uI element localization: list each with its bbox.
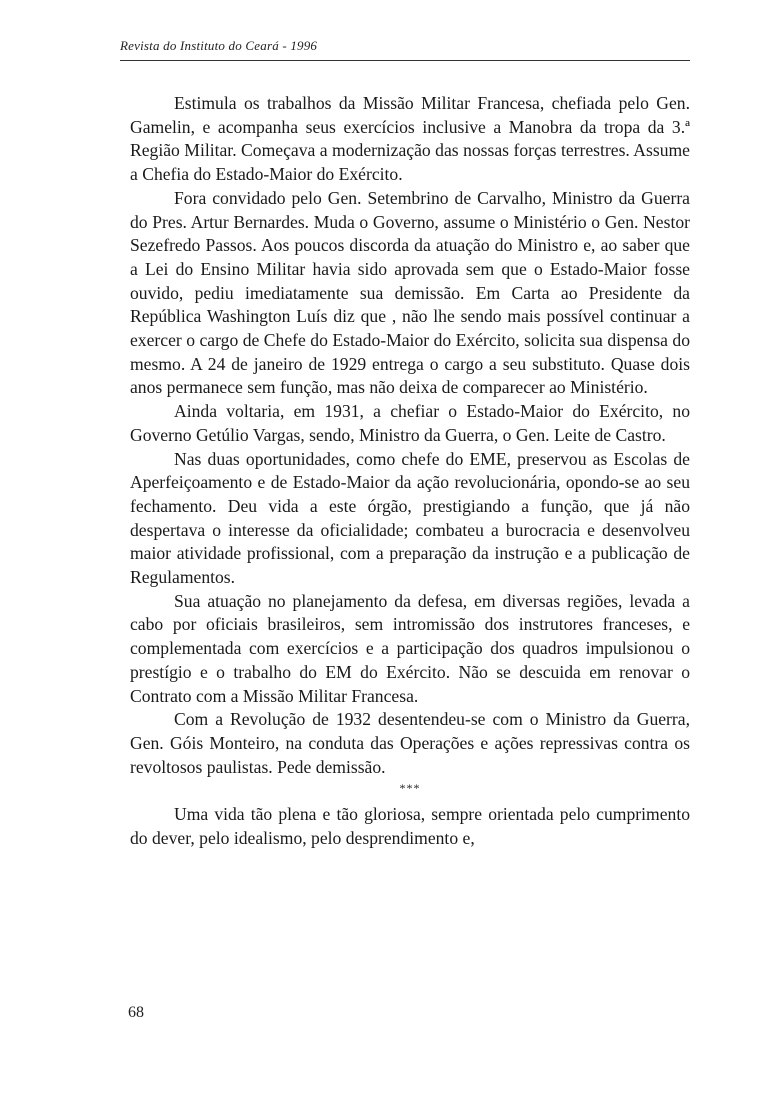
- paragraph: Ainda voltaria, em 1931, a chefiar o Estado-Maior do Exército, no Governo Getúlio Vargas, sendo, Ministro da Guerra, o Gen. Leite de Castro.: [130, 401, 690, 445]
- closing-paragraph: Uma vida tão plena e tão gloriosa, sempre orientada pelo cumprimento do dever, pelo idealismo, pelo desprendimento e,: [130, 804, 690, 849]
- section-separator: ***: [399, 781, 421, 796]
- paragraph: Fora convidado pelo Gen. Setembrino de Carvalho, Ministro da Guerra do Pres. Artur Bernardes. Muda o Governo, assume o Ministério o Gen. Nestor Sezefredo Passos. Aos poucos discorda da atuação do Ministro e, ao saber que a Lei do Ensino Militar havia sido aprovada sem que o Estado-Maior fosse ouvido, pediu imediatamente sua demissão. Em Carta ao Presidente da República Washington Luís diz que , não lhe sendo mais possível continuar a exercer o cargo de Chefe do Estado-Maior do Exército, solicita sua dispensa do mesmo. A 24 de janeiro de 1929 entrega o cargo a seu substituto. Quase dois anos permanece sem função, mas não deixa de comparecer ao Ministério.: [130, 187, 690, 398]
- paragraph: Nas duas oportunidades, como chefe do EME, preservou as Escolas de Aperfeiçoamento e de Estado-Maior da ação revolucionária, opondo-se ao seu fechamento. Deu vida a este órgão, prestigiando a função, que já não despertava o interesse da oficialidade; combateu a burocracia e desenvolveu maior atividade profissional, com a preparação da instrução e a publicação de Regulamentos.: [130, 448, 690, 588]
- running-header: [120, 38, 690, 64]
- paragraph: Com a Revolução de 1932 desentendeu-se com o Ministro da Guerra, Gen. Góis Monteiro, na conduta das Operações e ações repressivas contra os revoltosos paulistas. Pede demissão.: [130, 709, 690, 777]
- header-rule: [120, 60, 690, 61]
- page-number: 68: [128, 1004, 144, 1021]
- body-text: [130, 92, 690, 851]
- paragraph: Estimula os trabalhos da Missão Militar Francesa, chefiada pelo Gen. Gamelin, e acompanha seus exercícios inclusive a Manobra da tropa da 3.ª Região Militar. Começava a modernização das nossas forças terrestres. Assume a Chefia do Estado-Maior do Exército.: [130, 93, 690, 185]
- running-title: Revista do Instituto do Ceará - 1996: [120, 38, 318, 53]
- paragraph: Sua atuação no planejamento da defesa, em diversas regiões, levada a cabo por oficiais brasileiros, sem intromissão dos instrutores franceses, e complementada com exercícios e a participação dos quadros impulsionou o prestígio e o trabalho do EM do Exército. Não se descuida em renovar o Contrato com a Missão Militar Francesa.: [130, 590, 690, 706]
